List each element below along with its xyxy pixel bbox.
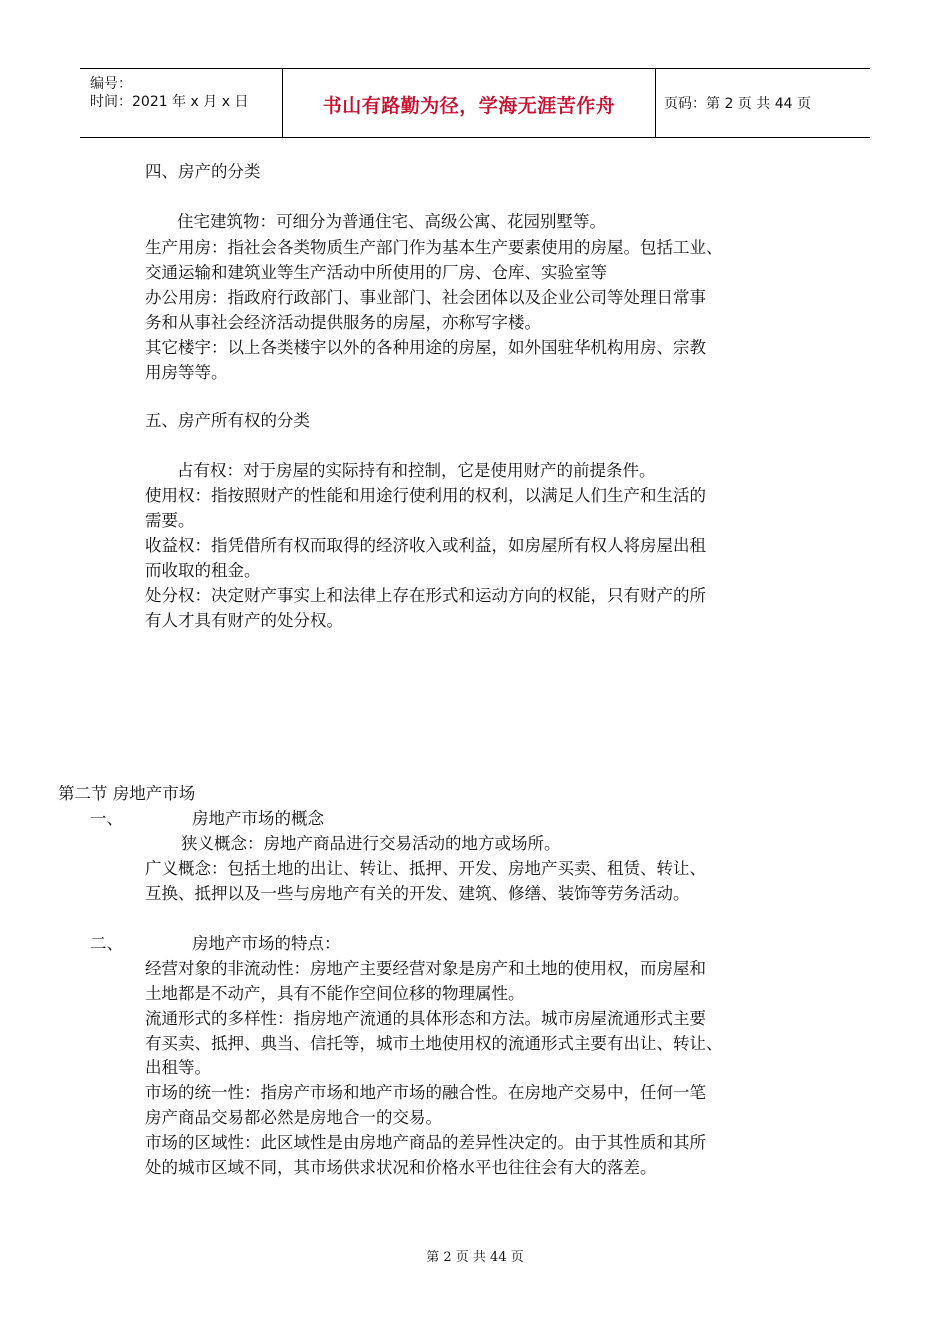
paragraph-line: 有人才具有财产的处分权。: [145, 611, 343, 630]
paragraph-line: 房产商品交易都必然是房地合一的交易。: [145, 1108, 442, 1127]
header-left-cell: [80, 69, 283, 137]
subsection-heading: 房地产市场的概念: [192, 809, 324, 828]
paragraph-line: 办公用房：指政府行政部门、事业部门、社会团体以及企业公司等处理日常事: [145, 288, 706, 307]
paragraph-line: 占有权：对于房屋的实际持有和控制，它是使用财产的前提条件。: [177, 461, 656, 480]
paragraph-line: 使用权：指按照财产的性能和用途行使利用的权利，以满足人们生产和生活的: [145, 486, 706, 505]
doc-number-label: 编号：: [90, 76, 132, 92]
paragraph-line: 务和从事社会经济活动提供服务的房屋，亦称写字楼。: [145, 313, 541, 332]
paragraph-line: 市场的区域性：此区域性是由房地产商品的差异性决定的。由于其性质和其所: [145, 1133, 706, 1152]
doc-date-label: 时间：2021 年 x 月 x 日: [90, 94, 249, 110]
paragraph-line: 住宅建筑物：可细分为普通住宅、高级公寓、花园别墅等。: [177, 212, 606, 231]
paragraph-line: 生产用房：指社会各类物质生产部门作为基本生产要素使用的房屋。包括工业、: [145, 238, 723, 257]
paragraph-line: 流通形式的多样性：指房地产流通的具体形态和方法。城市房屋流通形式主要: [145, 1009, 706, 1028]
paragraph-line: 处的城市区域不同，其市场供求状况和价格水平也往往会有大的落差。: [145, 1158, 657, 1177]
page-info: 页码：第 2 页 共 44 页: [664, 96, 811, 112]
paragraph-line: 处分权：决定财产事实上和法律上存在形式和运动方向的权能，只有财产的所: [145, 586, 706, 605]
paragraph-line: 互换、抵押以及一些与房地产有关的开发、建筑、修缮、装饰等劳务活动。: [145, 884, 690, 903]
paragraph-line: 土地都是不动产，具有不能作空间位移的物理属性。: [145, 984, 525, 1003]
paragraph-line: 出租等。: [145, 1058, 211, 1077]
header-motto-cell: [283, 69, 656, 137]
section-heading: 四、房产的分类: [145, 162, 261, 181]
header-page-cell: [656, 69, 870, 137]
paragraph-line: 狭义概念：房地产商品进行交易活动的地方或场所。: [181, 834, 561, 853]
paragraph-line: 用房等等。: [145, 363, 228, 382]
paragraph-line: 经营对象的非流动性：房地产主要经营对象是房产和土地的使用权，而房屋和: [145, 959, 706, 978]
paragraph-line: 需要。: [145, 511, 195, 530]
paragraph-line: 广义概念：包括土地的出让、转让、抵押、开发、房地产买卖、租赁、转让、: [145, 859, 706, 878]
paragraph-line: 有买卖、抵押、典当、信托等，城市土地使用权的流通形式主要有出让、转让、: [145, 1034, 723, 1053]
subsection-heading: 房地产市场的特点：: [192, 934, 341, 953]
motto: 书山有路勤为径，学海无涯苦作舟: [322, 95, 616, 117]
page-footer: 第 2 页 共 44 页: [426, 1250, 524, 1265]
list-number: 一、: [90, 809, 123, 828]
chapter-section-title: 第二节 房地产市场: [58, 784, 196, 803]
paragraph-line: 而收取的租金。: [145, 561, 261, 580]
paragraph-line: 其它楼宇：以上各类楼宇以外的各种用途的房屋，如外国驻华机构用房、宗教: [145, 338, 706, 357]
paragraph-line: 交通运输和建筑业等生产活动中所使用的厂房、仓库、实验室等: [145, 263, 607, 282]
section-heading: 五、房产所有权的分类: [145, 411, 310, 430]
paragraph-line: 收益权：指凭借所有权而取得的经济收入或利益，如房屋所有权人将房屋出租: [145, 536, 706, 555]
list-number: 二、: [90, 934, 123, 953]
paragraph-line: 市场的统一性：指房产市场和地产市场的融合性。在房地产交易中，任何一笔: [145, 1083, 706, 1102]
page-header: [80, 68, 870, 138]
